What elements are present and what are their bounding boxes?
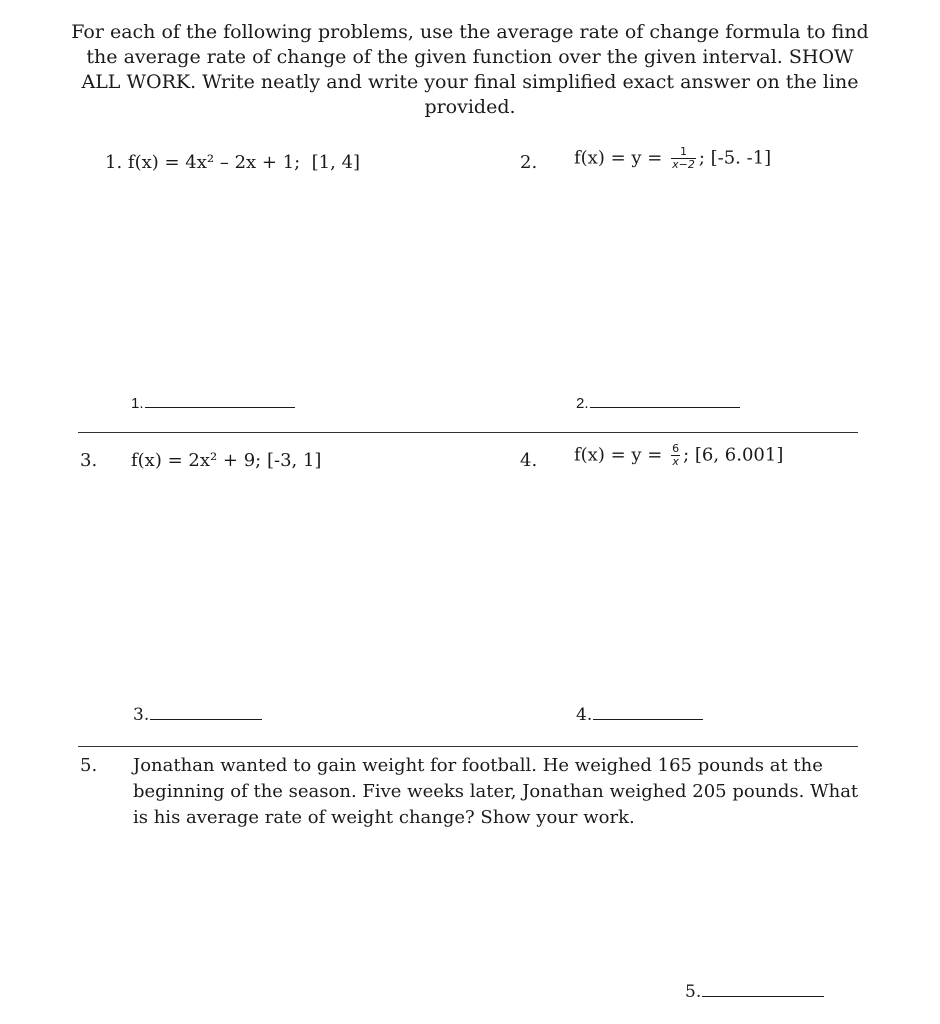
problem-4-expression bbox=[574, 443, 783, 468]
problem-2-expression bbox=[574, 146, 771, 171]
answer-line-2-label: 2. bbox=[576, 395, 589, 412]
problem-2-fraction bbox=[671, 146, 696, 171]
section-divider-1 bbox=[78, 432, 858, 433]
answer-line-2[interactable] bbox=[576, 395, 740, 412]
section-divider-2 bbox=[78, 746, 858, 747]
problem-5-text: Jonathan wanted to gain weight for football. He weighed 165 pounds at the beginning of the season. Five weeks later, Jonathan weighed 205 pounds. What is his average rate of weight change? Show your work. bbox=[133, 755, 859, 828]
instructions: For each of the following problems, use the average rate of change formula to find the average rate of change of the given function over the given interval. SHOW ALL WORK. Write neatly and write your final simplified exact answer on the line provided. bbox=[71, 21, 869, 118]
problem-4-fraction-denominator: x bbox=[672, 455, 679, 468]
problem-4-prefix: f(x) = y = bbox=[574, 444, 663, 466]
problem-2-number: 2. bbox=[520, 152, 538, 173]
problem-1-expression: f(x) = 4x² – 2x + 1; [1, 4] bbox=[127, 152, 361, 173]
answer-line-4[interactable] bbox=[576, 705, 703, 725]
problem-4-number: 4. bbox=[520, 450, 538, 471]
problem-4-suffix: ; [6, 6.001] bbox=[683, 444, 784, 466]
problem-2-suffix: ; [-5. -1] bbox=[698, 147, 772, 169]
answer-line-1-label: 1. bbox=[131, 395, 144, 412]
problem-4-fraction-numerator: 6 bbox=[672, 442, 680, 455]
answer-line-3[interactable] bbox=[133, 705, 262, 725]
problem-3-number: 3. bbox=[80, 450, 98, 471]
problem-4-fraction bbox=[671, 443, 680, 468]
answer-line-5[interactable] bbox=[685, 982, 824, 1002]
problem-2-fraction-numerator: 1 bbox=[671, 146, 696, 159]
problem-1 bbox=[105, 152, 360, 173]
problem-3-expression: f(x) = 2x² + 9; [-3, 1] bbox=[131, 450, 322, 471]
problem-1-number: 1. bbox=[105, 152, 123, 173]
problem-2-prefix: f(x) = y = bbox=[574, 147, 663, 169]
answer-line-4-label: 4. bbox=[576, 705, 593, 725]
problem-5-number: 5. bbox=[80, 755, 98, 776]
problem-2-fraction-denominator: x−2 bbox=[672, 158, 695, 171]
answer-line-3-label: 3. bbox=[133, 705, 150, 725]
answer-line-5-label: 5. bbox=[685, 982, 702, 1002]
answer-line-1[interactable] bbox=[131, 395, 295, 412]
